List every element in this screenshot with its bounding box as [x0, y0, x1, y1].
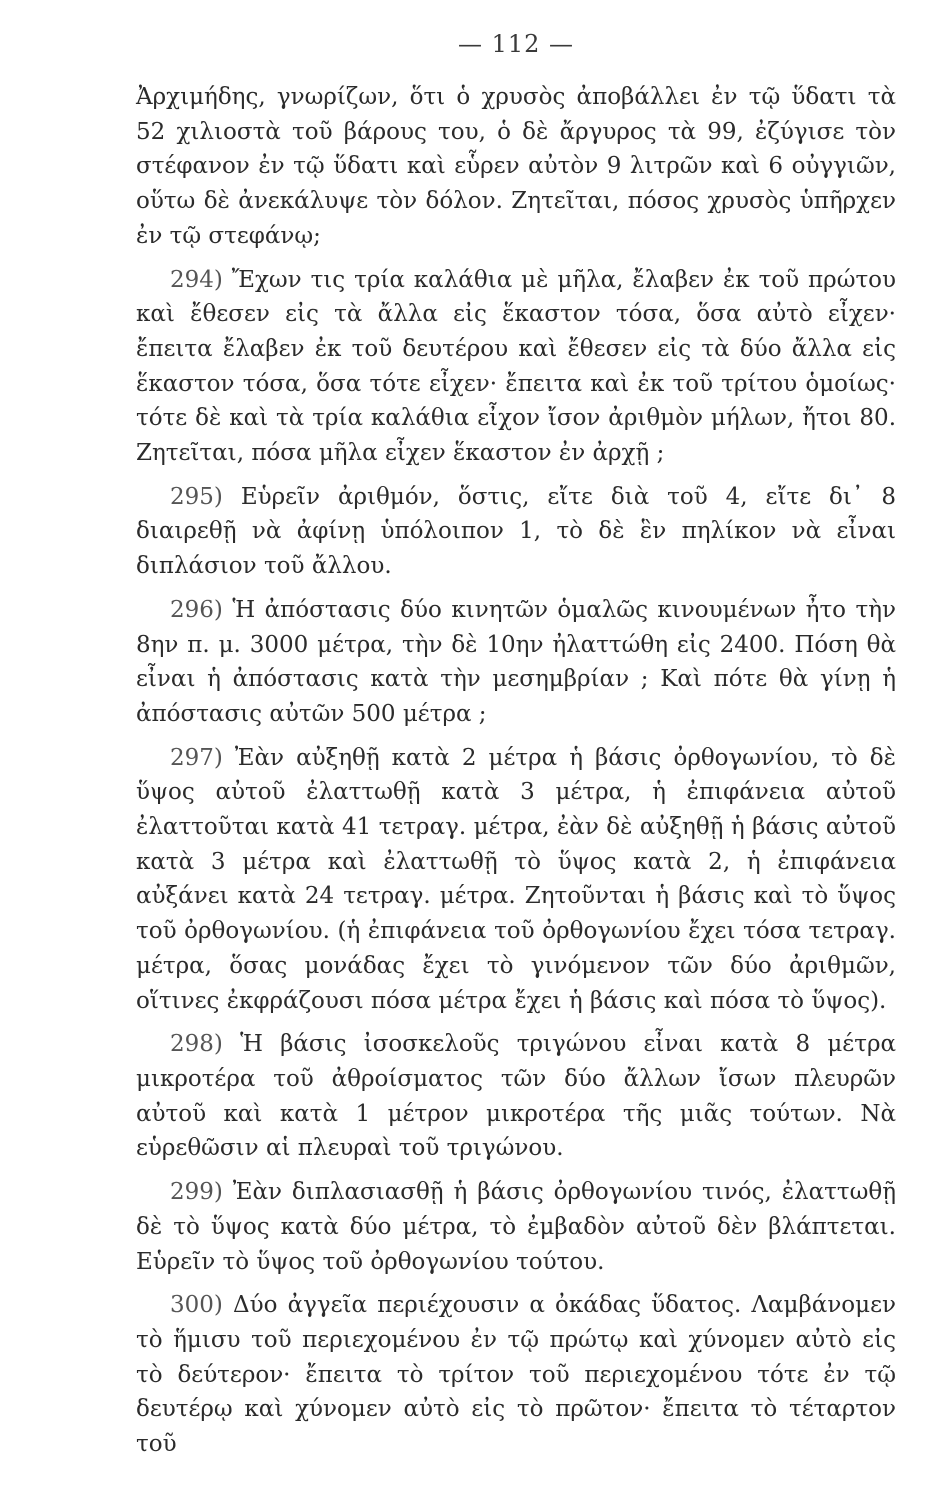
problem-text: Ἐὰν αὐξηθῇ κατὰ 2 μέτρα ἡ βάσις ὀρθογωνίου, τὸ δὲ ὕψος αὐτοῦ ἐλαττωθῇ κατὰ 3 μέτρα, ἡ ἐπιφάνεια αὐτοῦ ἐλαττοῦται κατὰ 41 τετραγ. μέτρα, ἐὰν δὲ αὐξηθῇ ἡ βάσις αὐτοῦ κατὰ 3 μέτρα καὶ ἐλαττωθῇ τὸ ὕψος κατὰ 2, ἡ ἐπιφάνεια αὐξάνει κατὰ 24 τετραγ. μέτρα. Ζητοῦνται ἡ βάσις καὶ τὸ ὕψος τοῦ ὀρθογωνίου. (ἡ ἐπιφάνεια τοῦ ὀρθογωνίου ἔχει τόσα τετραγ. μέτρα, ὅσας μονάδας ἔχει τὸ γινόμενον τῶν δύο ἀριθμῶν, οἵτινες ἐκφράζουσι πόσα μέτρα ἔχει ἡ βάσις καὶ πόσα τὸ ὕψος).	[136, 744, 896, 1014]
problem-text: Ἐὰν διπλασιασθῇ ἡ βάσις ὀρθογωνίου τινός, ἐλαττωθῇ δὲ τὸ ὕψος κατὰ δύο μέτρα, τὸ ἐμβαδὸν αὐτοῦ δὲν βλάπτεται. Εὑρεῖν τὸ ὕψος τοῦ ὀρθογωνίου τούτου.	[136, 1179, 896, 1275]
problem-text: Ἡ βάσις ἰσοσκελοῦς τριγώνου εἶναι κατὰ 8 μέτρα μικροτέρα τοῦ ἀθροίσματος τῶν δύο ἄλλων ἴσων πλευρῶν αὐτοῦ καὶ κατὰ 1 μέτρον μικροτέρα τῆς μιᾶς τούτων. Νὰ εὑρεθῶσιν αἱ πλευραὶ τοῦ τριγώνου.	[136, 1031, 896, 1162]
paragraph-text: Ἀρχιμήδης, γνωρίζων, ὅτι ὁ χρυσὸς ἀποβάλλει ἐν τῷ ὕδατι τὰ 52 χιλιοστὰ τοῦ βάρους του, ὁ δὲ ἄργυρος τὰ 99, ἐζύγισε τὸν στέφανον ἐν τῷ ὕδατι καὶ εὗρεν αὐτὸν 9 λιτρῶν καὶ 6 οὐγγιῶν, οὕτω δὲ ἀνεκάλυψε τὸν δόλον. Ζητεῖται, πόσος χρυσὸς ὑπῆρχεν ἐν τῷ στεφάνῳ;	[136, 84, 896, 249]
problem-number: 296)	[170, 596, 223, 623]
problem-text: Ἡ ἀπόστασις δύο κινητῶν ὁμαλῶς κινουμένων ἦτο τὴν 8ην π. μ. 3000 μέτρα, τὴν δὲ 10ην ἠλαττώθη εἰς 2400. Πόση θὰ εἶναι ἡ ἀπόστασις κατὰ τὴν μεσημβρίαν ; Καὶ πότε θὰ γίνῃ ἡ ἀπόστασις αὐτῶν 500 μέτρα ;	[136, 596, 896, 727]
page-number: — 112 —	[457, 30, 575, 58]
paragraph-continuation	[136, 80, 896, 254]
problem-number: 299)	[170, 1179, 223, 1206]
problem-300	[136, 1288, 896, 1462]
problem-number: 300)	[170, 1292, 223, 1319]
problem-number: 294)	[170, 266, 223, 293]
problem-number: 298)	[170, 1031, 223, 1058]
problem-number: 297)	[170, 744, 223, 771]
problem-299	[136, 1175, 896, 1279]
problem-295	[136, 480, 896, 584]
problem-text: Δύο ἀγγεῖα περιέχουσιν α ὀκάδας ὕδατος. Λαμβάνομεν τὸ ἥμισυ τοῦ περιεχομένου ἐν τῷ πρώτῳ καὶ χύνομεν αὐτὸ εἰς τὸ δεύτερον· ἔπειτα τὸ τρίτον τοῦ περιεχομένου τότε ἐν τῷ δευτέρῳ καὶ χύνομεν αὐτὸ εἰς τὸ πρῶτον· ἔπειτα τὸ τέταρτον τοῦ	[136, 1292, 896, 1458]
problem-294	[136, 263, 896, 471]
problem-text: Ἔχων τις τρία καλάθια μὲ μῆλα, ἔλαβεν ἐκ τοῦ πρώτου καὶ ἔθεσεν εἰς τὰ ἄλλα εἰς ἕκαστον τόσα, ὅσα αὐτὸ εἶχεν· ἔπειτα ἔλαβεν ἐκ τοῦ δευτέρου καὶ ἔθεσεν εἰς τὰ δύο ἄλλα εἰς ἕκαστον τόσα, ὅσα τότε εἶχεν· ἔπειτα καὶ ἐκ τοῦ τρίτου ὁμοίως· τότε δὲ καὶ τὰ τρία καλάθια εἶχον ἴσον ἀριθμὸν μήλων, ἤτοι 80. Ζητεῖται, πόσα μῆλα εἶχεν ἕκαστον ἐν ἀρχῇ ;	[136, 266, 896, 467]
problem-296	[136, 593, 896, 732]
problem-number: 295)	[170, 483, 223, 510]
problem-297	[136, 741, 896, 1019]
book-page	[136, 30, 896, 1471]
problem-298	[136, 1027, 896, 1166]
problem-text: Εὑρεῖν ἀριθμόν, ὅστις, εἴτε διὰ τοῦ 4, εἴτε δι᾿ 8 διαιρεθῇ νὰ ἀφίνῃ ὑπόλοιπον 1, τὸ δὲ ἓν πηλίκον νὰ εἶναι διπλάσιον τοῦ ἄλλου.	[136, 483, 896, 580]
